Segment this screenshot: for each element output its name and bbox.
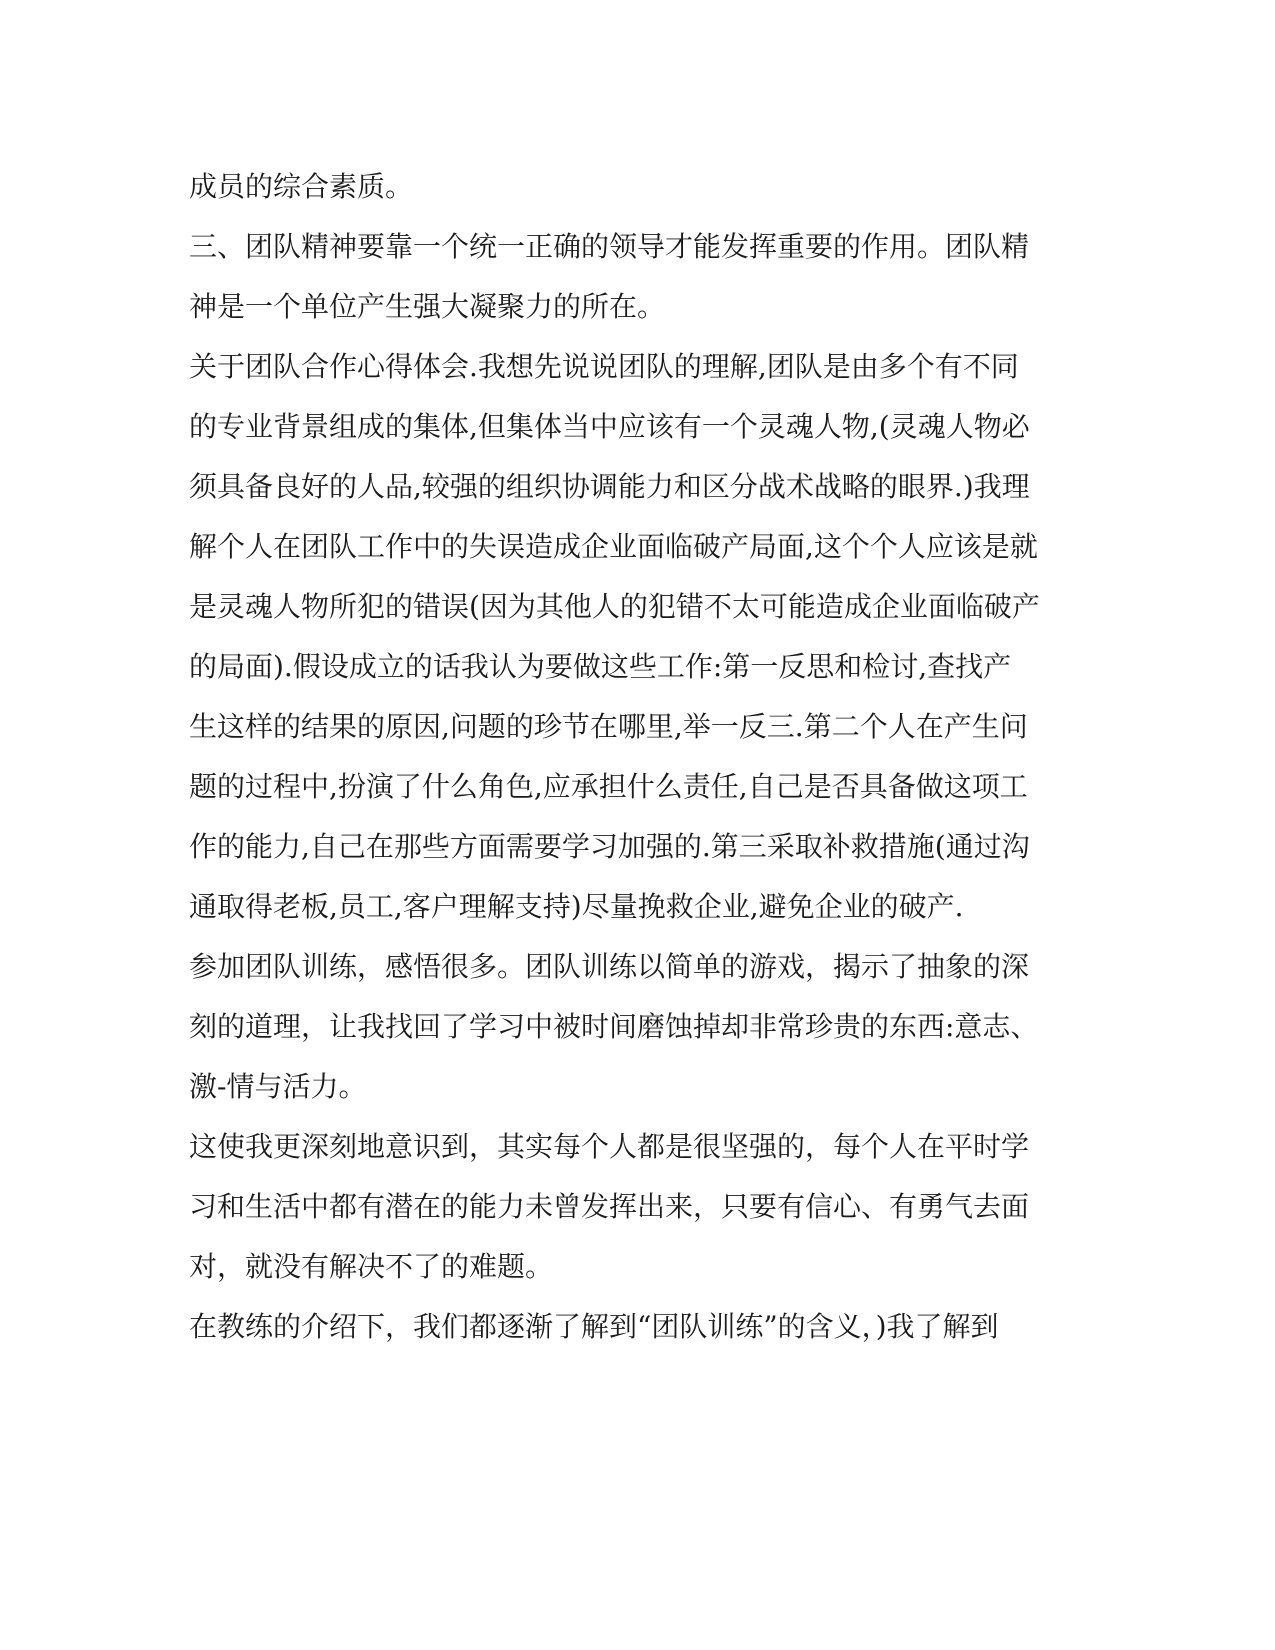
text-line: 这使我更深刻地意识到，其实每个人都是很坚强的，每个人在平时学 [189,1130,1030,1163]
text-line: 刻的道理，让我找回了学习中被时间磨蚀掉却非常珍贵的东西:意志、 [189,1010,1039,1043]
text-line: 的专业背景组成的集体,但集体当中应该有一个灵魂人物,(灵魂人物必 [189,410,1030,443]
text-line: 激-情与活力。 [189,1070,367,1103]
text-line: 生这样的结果的原因,问题的珍节在哪里,举一反三.第二个人在产生问 [189,710,1028,743]
text-line: 解个人在团队工作中的失误造成企业面临破产局面,这个个人应该是就 [189,530,1038,563]
text-line: 在教练的介绍下，我们都逐渐了解到“团队训练”的含义，)我了解到 [189,1310,999,1343]
body-text [189,157,1089,1357]
text-line: 作的能力,自己在那些方面需要学习加强的.第三采取补救措施(通过沟 [189,830,1030,863]
text-line: 须具备良好的人品,较强的组织协调能力和区分战术战略的眼界.)我理 [189,470,1030,503]
text-line: 的局面).假设成立的话我认为要做这些工作:第一反思和检讨,查找产 [189,650,1012,683]
text-line: 对，就没有解决不了的难题。 [189,1250,554,1283]
text-line: 习和生活中都有潜在的能力未曾发挥出来，只要有信心、有勇气去面 [189,1190,1030,1223]
text-line: 是灵魂人物所犯的错误(因为其他人的犯错不太可能造成企业面临破产 [189,590,1040,623]
text-line: 题的过程中,扮演了什么角色,应承担什么责任,自己是否具备做这项工 [189,770,1028,803]
text-line: 成员的综合素质。 [189,170,414,203]
text-line: 神是一个单位产生强大凝聚力的所在。 [189,290,666,323]
text-line: 三、团队精神要靠一个统一正确的领导才能发挥重要的作用。团队精 [189,230,1030,263]
text-line: 关于团队合作心得体会.我想先说说团队的理解,团队是由多个有不同 [189,350,1019,383]
text-line: 参加团队训练，感悟很多。团队训练以简单的游戏，揭示了抽象的深 [189,950,1030,983]
text-line: 通取得老板,员工,客户理解支持)尽量挽救企业,避免企业的破产. [189,890,964,923]
